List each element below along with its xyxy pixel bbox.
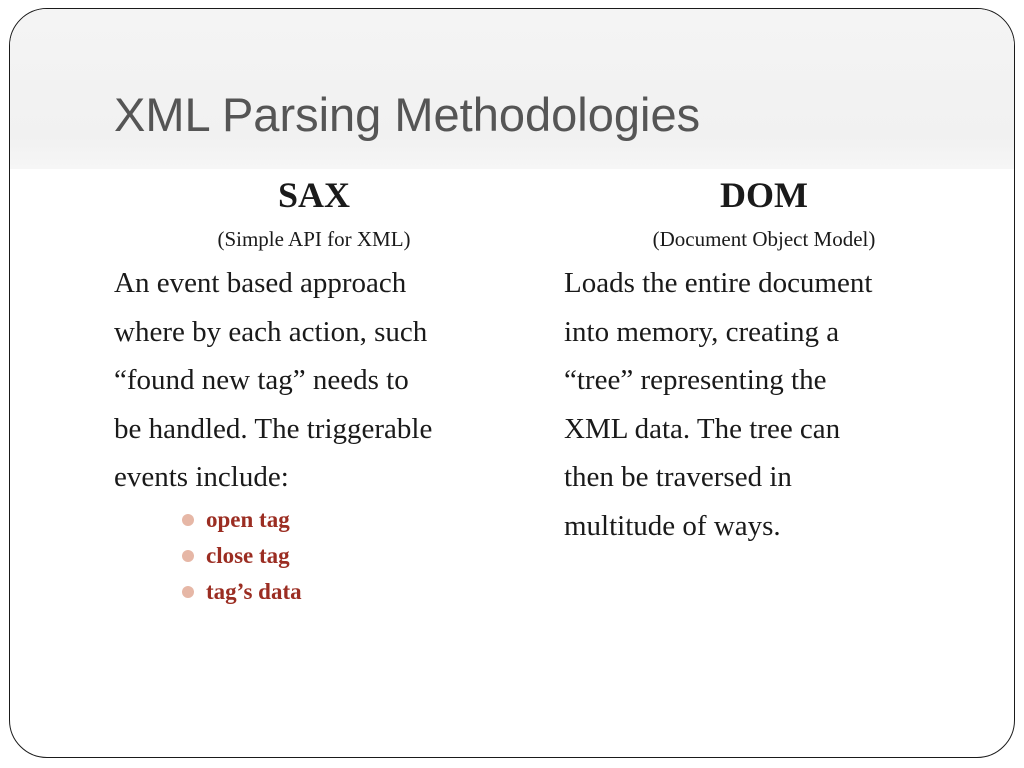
dom-heading: DOM bbox=[720, 175, 808, 215]
dom-line: multitude of ways. bbox=[564, 509, 781, 542]
sax-line: An event based approach bbox=[114, 267, 407, 299]
dom-description bbox=[564, 259, 964, 551]
slide-title: XML Parsing Methodologies bbox=[114, 88, 701, 141]
bullet-icon bbox=[182, 514, 194, 526]
sax-description bbox=[114, 259, 514, 502]
dom-line: XML data. The tree can bbox=[564, 412, 841, 445]
bullet-icon bbox=[182, 586, 194, 598]
sax-events-list bbox=[114, 502, 514, 610]
event-label: close tag bbox=[206, 542, 290, 568]
sax-line: events include: bbox=[114, 461, 289, 494]
dom-line: into memory, creating a bbox=[564, 315, 840, 348]
dom-line: then be traversed in bbox=[564, 461, 792, 494]
sax-line: “found new tag” needs to bbox=[114, 364, 409, 397]
slide bbox=[9, 8, 1015, 758]
dom-line: “tree” representing the bbox=[564, 364, 827, 397]
sax-line: be handled. The triggerable bbox=[114, 412, 433, 445]
list-item bbox=[182, 502, 514, 538]
dom-subtitle: (Document Object Model) bbox=[652, 227, 876, 251]
sax-column bbox=[114, 171, 514, 610]
list-item bbox=[182, 538, 514, 574]
dom-column bbox=[564, 171, 964, 551]
dom-line: Loads the entire document bbox=[564, 267, 873, 299]
list-item bbox=[182, 574, 514, 610]
bullet-icon bbox=[182, 550, 194, 562]
sax-subtitle: (Simple API for XML) bbox=[217, 227, 411, 251]
sax-line: where by each action, such bbox=[114, 315, 428, 348]
sax-heading: SAX bbox=[277, 175, 351, 215]
event-label: open tag bbox=[206, 506, 290, 532]
event-label: tag’s data bbox=[206, 578, 302, 604]
